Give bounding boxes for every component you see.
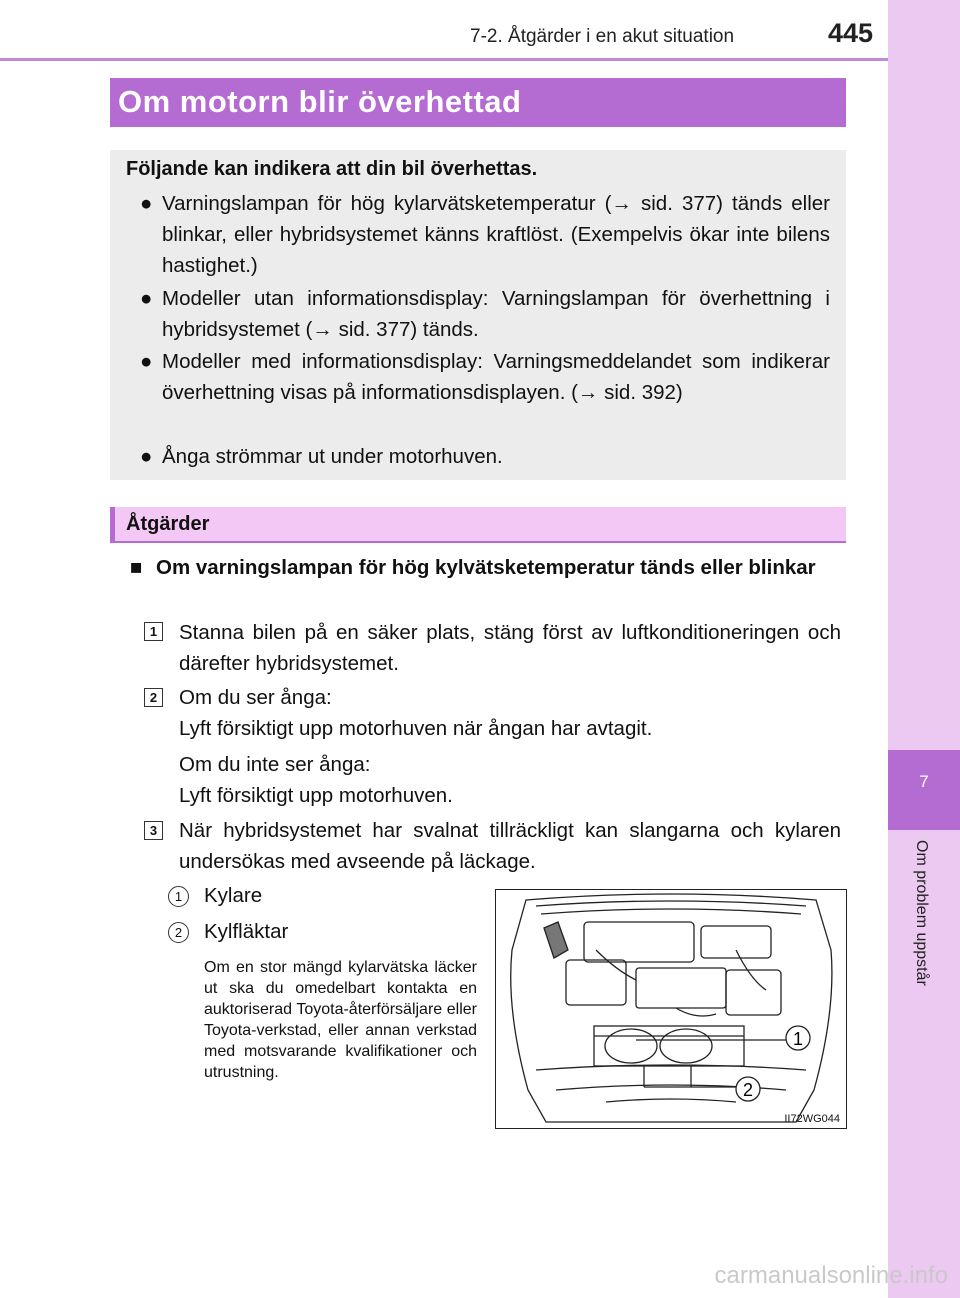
callout-number: 2 — [742, 1080, 754, 1100]
figure-code: II72WG044 — [784, 1113, 840, 1125]
chapter-label: Om problem uppstår — [913, 840, 930, 986]
actions-heading-bar — [110, 507, 846, 543]
symptom-text: Modeller med informationsdisplay: Varningsmeddelandet som indikerar överhettning visas på informationsdisplayen. (→ sid. 392) — [162, 350, 830, 404]
engine-bay-drawing — [496, 890, 846, 1128]
step-text: När hybridsystemet har svalnat tillräckligt kan slangarna och kylaren undersökas med avseende på läckage. — [179, 819, 841, 873]
section-title: 7-2. Åtgärder i en akut situation — [470, 26, 735, 47]
condition-heading — [130, 553, 842, 583]
symptom-text: Modeller utan informationsdisplay: Varningslampan för överhettning i hybridsystemet (→ sid. 377) tänds. — [162, 287, 830, 341]
watermark: carmanualsonline.info — [714, 1262, 948, 1289]
page-title: Om motorn blir överhettad — [118, 84, 522, 119]
chapter-label-container — [888, 840, 960, 1040]
symptom-item — [140, 346, 830, 408]
step-text: Lyft försiktigt upp motorhuven när ångan har avtagit. — [179, 717, 653, 740]
square-bullet-icon: ■ — [130, 556, 143, 579]
symptom-item — [140, 441, 830, 472]
bullet-icon: ● — [140, 287, 153, 310]
condition-text: Om varningslampan för hög kylvätsketemperatur tänds eller blinkar — [156, 556, 816, 579]
bullet-icon: ● — [140, 350, 153, 373]
step-number-box: 3 — [144, 821, 163, 840]
symptom-item — [140, 283, 830, 345]
step-text: Stanna bilen på en säker plats, stäng först av luftkonditioneringen och därefter hybridsystemet. — [179, 621, 841, 675]
step-text: Om du ser ånga: — [179, 686, 332, 709]
heading-marker — [110, 507, 115, 541]
callout-number: 2 — [168, 922, 189, 943]
step-text: Om du inte ser ånga: — [179, 753, 371, 776]
step-number-box: 1 — [144, 622, 163, 641]
step-text: Lyft försiktigt upp motorhuven. — [179, 784, 453, 807]
page-title-bar — [110, 78, 846, 127]
symptoms-intro: Följande kan indikera att din bil överhettas. — [126, 158, 538, 180]
component-label: Kylare — [204, 884, 263, 907]
chapter-tab — [888, 750, 960, 830]
step-number-box: 2 — [144, 688, 163, 707]
symptoms-box — [110, 150, 846, 480]
side-tab-upper — [888, 0, 960, 750]
engine-bay-illustration — [495, 889, 847, 1129]
header-divider — [0, 58, 888, 61]
callout-number: 1 — [168, 886, 189, 907]
page-number: 445 — [828, 18, 874, 48]
bullet-icon: ● — [140, 192, 153, 215]
chapter-number: 7 — [919, 772, 929, 791]
symptom-item — [140, 188, 830, 281]
bullet-icon: ● — [140, 445, 153, 468]
actions-heading: Åtgärder — [126, 513, 210, 535]
callout-number: 1 — [792, 1029, 804, 1049]
component-label: Kylfläktar — [204, 920, 289, 943]
symptom-text: Varningslampan för hög kylarvätsketemperatur (→ sid. 377) tänds eller blinkar, eller hybridsystemet känns kraftlöst. (Exempelvis ökar inte bilens hastighet.) — [162, 192, 830, 277]
symptom-text: Ånga strömmar ut under motorhuven. — [162, 445, 503, 468]
note-text: Om en stor mängd kylarvätska läcker ut ska du omedelbart kontakta en auktoriserad Toyota-återförsäljare eller Toyota-verkstad, eller annan verkstad med motsvarande kvalifikationer och utrustning. — [204, 959, 477, 1081]
